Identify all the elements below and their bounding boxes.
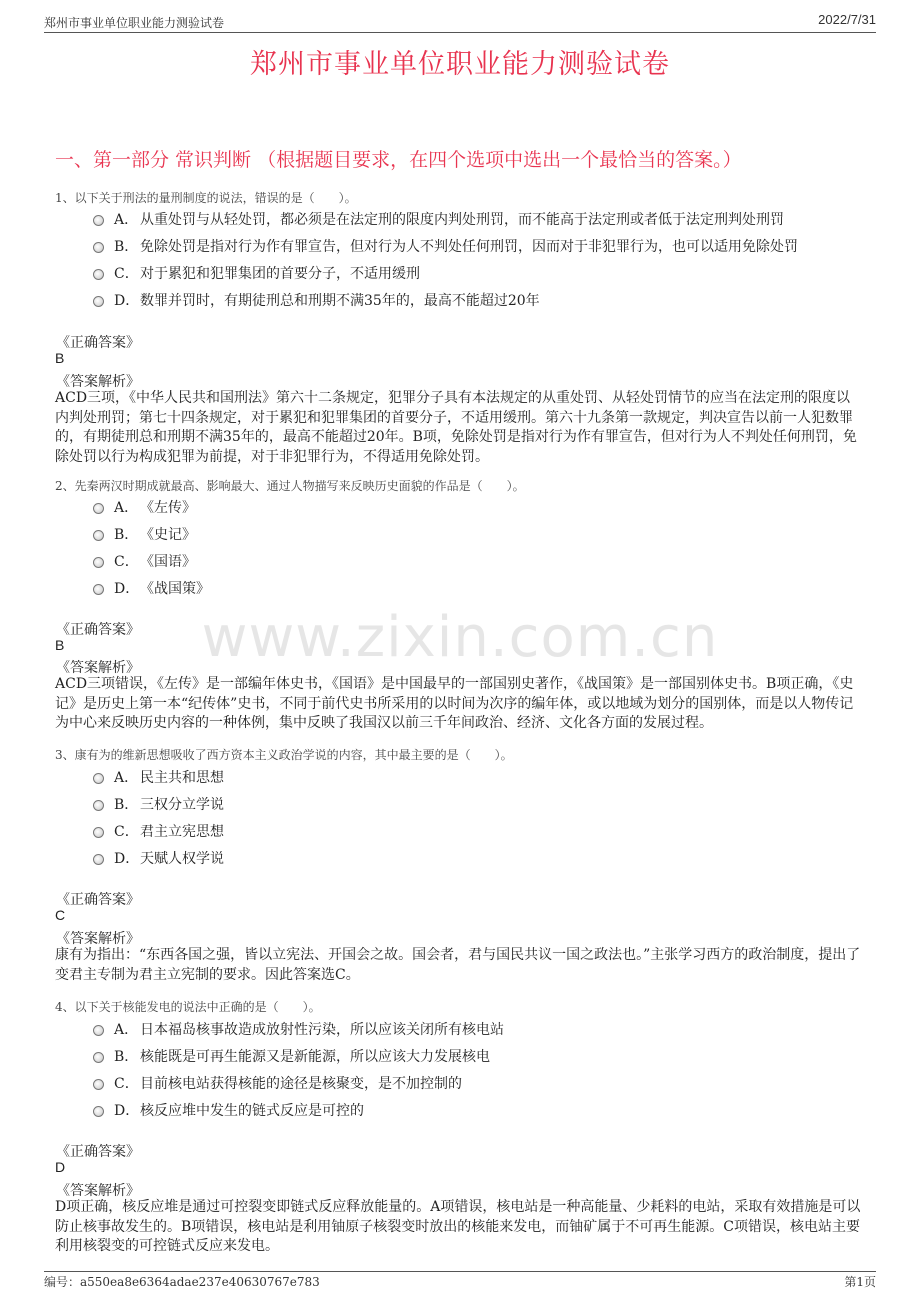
option-item[interactable]: B． 免除处罚是指对行为作有罪宣告，但对行为人不判处任何刑罚，因而对于非犯罪行为，也可以适用免除处罚 [93, 236, 798, 256]
correct-answer-label: 《正确答案》 [56, 892, 140, 908]
radio-icon[interactable] [93, 503, 104, 514]
radio-icon[interactable] [93, 827, 104, 838]
option-item[interactable]: D．核反应堆中发生的链式反应是可控的 [93, 1100, 364, 1120]
radio-icon[interactable] [93, 242, 104, 253]
radio-icon[interactable] [93, 854, 104, 865]
correct-answer: B [55, 637, 65, 653]
correct-answer-label: 《正确答案》 [56, 622, 140, 638]
radio-icon[interactable] [93, 773, 104, 784]
option-item[interactable]: C．《国语》 [93, 551, 196, 571]
page-header [44, 12, 876, 33]
option-item[interactable]: A． 《左传》 [93, 497, 196, 517]
question-stem: 3、康有为的维新思想吸收了西方资本主义政治学说的内容，其中最主要的是（ ）。 [55, 748, 513, 762]
analysis-label: 《答案解析》 [56, 1183, 140, 1199]
radio-icon[interactable] [93, 800, 104, 811]
correct-answer-label: 《正确答案》 [56, 335, 140, 351]
radio-icon[interactable] [93, 269, 104, 280]
option-item[interactable]: B． 核能既是可再生能源又是新能源，所以应该大力发展核电 [93, 1046, 490, 1066]
radio-icon[interactable] [93, 530, 104, 541]
answer-explanation: ACD三项错误，《左传》是一部编年体史书，《国语》是中国最早的一部国别史著作，《战国策》是一部国别体史书。B项正确，《史记》是历史上第一本“纪传体”史书，不同于前代史书所采用的以时间为次序的编年体，或以地域为划分的国别体，而是以人物传记为中心来反映历史内容的一种体例，集中反映了我国汉以前三千年间政治、经济、文化各方面的发展过程。 [55, 676, 854, 731]
radio-icon[interactable] [93, 1106, 104, 1117]
analysis-label: 《答案解析》 [56, 374, 140, 390]
header-date: 2022/7/31 [818, 12, 876, 27]
option-item[interactable]: A． 民主共和思想 [93, 767, 224, 787]
watermark: www.zixin.com.cn [201, 605, 719, 670]
correct-answer: D [55, 1159, 66, 1175]
answer-explanation: ACD三项，《中华人民共和国刑法》第六十二条规定，犯罪分子具有本法规定的从重处罚、从轻处罚情节的应当在法定刑的限度以内判处刑罚；第七十四条规定，对于累犯和犯罪集团的首要分子，不适用缓刑。第六十九条第一款规定，判决宣告以前一人犯数罪的，有期徒刑总和刑期不满35年的，最高不能超过20年。B项，免除处罚是指对行为作有罪宣告，但对行为人不判处任何刑罚，免除处罚以行为构成犯罪为前提，对于非犯罪行为，不得适用免除处罚。 [55, 390, 857, 465]
option-item[interactable]: D．数罪并罚时，有期徒刑总和刑期不满35年的，最高不能超过20年 [93, 290, 540, 310]
answer-explanation: 康有为指出：“东西各国之强，皆以立宪法、开国会之故。国会者，君与国民共议一国之政法也。”主张学习西方的政治制度，提出了变君主专制为君主立宪制的要求。因此答案选C。 [55, 947, 861, 983]
option-item[interactable]: A． 日本福岛核事故造成放射性污染，所以应该关闭所有核电站 [93, 1019, 504, 1039]
question-stem: 2、先秦两汉时期成就最高、影响最大、通过人物描写来反映历史面貌的作品是（ ）。 [55, 479, 525, 493]
document-id: 编号：a550ea8e6364adae237e40630767e783 [44, 1275, 320, 1289]
question-stem: 1、以下关于刑法的量刑制度的说法，错误的是（ ）。 [55, 191, 357, 205]
option-item[interactable]: B． 《史记》 [93, 524, 196, 544]
page-number: 第1页 [844, 1275, 876, 1289]
option-item[interactable]: D．天赋人权学说 [93, 848, 224, 868]
radio-icon[interactable] [93, 557, 104, 568]
radio-icon[interactable] [93, 1025, 104, 1036]
radio-icon[interactable] [93, 1052, 104, 1063]
analysis-label: 《答案解析》 [56, 660, 140, 676]
radio-icon[interactable] [93, 215, 104, 226]
header-doc-title: 郑州市事业单位职业能力测验试卷 [44, 16, 225, 30]
document-title: 郑州市事业单位职业能力测验试卷 [250, 49, 670, 80]
option-item[interactable]: B． 三权分立学说 [93, 794, 224, 814]
option-item[interactable]: D．《战国策》 [93, 578, 210, 598]
correct-answer-label: 《正确答案》 [56, 1144, 140, 1160]
analysis-label: 《答案解析》 [56, 931, 140, 947]
correct-answer: C [55, 907, 66, 923]
radio-icon[interactable] [93, 584, 104, 595]
option-item[interactable]: C．目前核电站获得核能的途径是核聚变，是不加控制的 [93, 1073, 462, 1093]
radio-icon[interactable] [93, 296, 104, 307]
question-stem: 4、以下关于核能发电的说法中正确的是（ ）。 [55, 1000, 321, 1014]
section-heading: 一、第一部分 常识判断 （根据题目要求，在四个选项中选出一个最恰当的答案。） [55, 149, 742, 171]
radio-icon[interactable] [93, 1079, 104, 1090]
option-item[interactable]: A． 从重处罚与从轻处罚，都必须是在法定刑的限度内判处刑罚，而不能高于法定刑或者低于法定刑判处刑罚 [93, 209, 784, 229]
option-item[interactable]: C．对于累犯和犯罪集团的首要分子，不适用缓刑 [93, 263, 420, 283]
answer-explanation: D项正确，核反应堆是通过可控裂变即链式反应释放能量的。A项错误，核电站是一种高能量、少耗料的电站，采取有效措施是可以防止核事故发生的。B项错误，核电站是利用铀原子核裂变时放出的核能来发电，而铀矿属于不可再生能源。C项错误，核电站主要利用核裂变的可控链式反应来发电。 [55, 1199, 861, 1254]
page-footer [44, 1271, 876, 1289]
option-item[interactable]: C．君主立宪思想 [93, 821, 224, 841]
correct-answer: B [55, 350, 65, 366]
